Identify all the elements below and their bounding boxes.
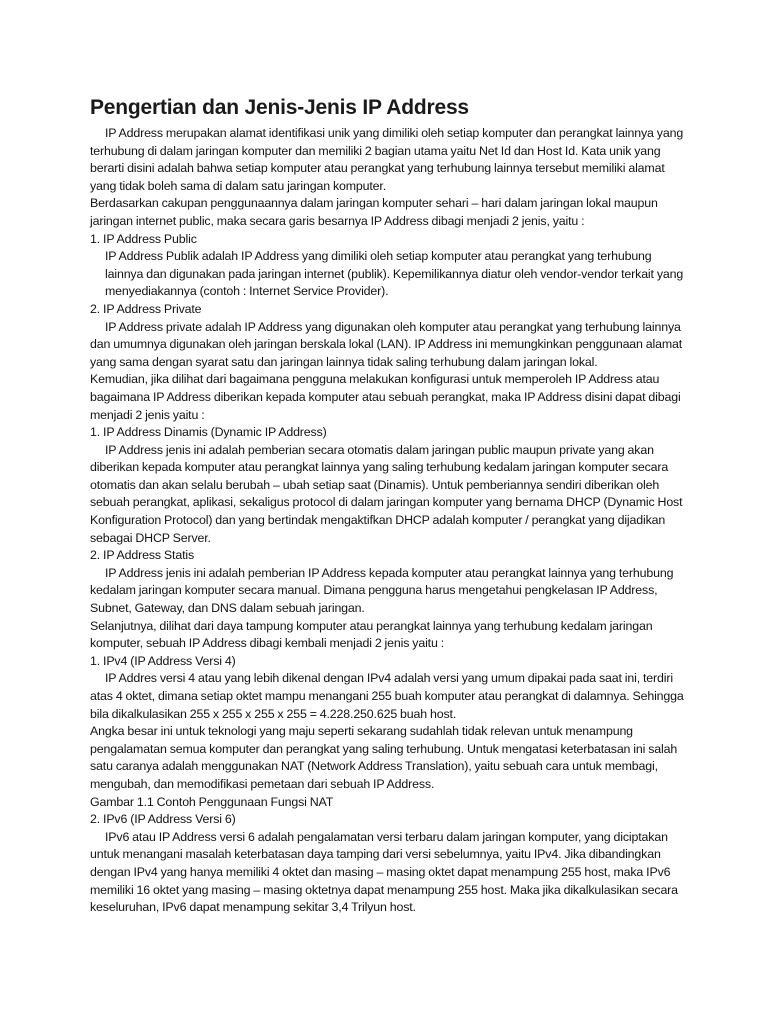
list-item-ipv6: 2. IPv6 (IP Address Versi 6) — [90, 812, 236, 827]
document-title: Pengertian dan Jenis-Jenis IP Address — [90, 96, 469, 119]
paragraph-ipv4: IP Addres versi 4 atau yang lebih dikenal dengan IPv4 adalah versi yang umum dipakai pada saat ini, terdiri atas 4 oktet, dimana setiap oktet mampu menangani 255 buah komputer atau perangkat di dalamnya. Sehingga bila dikalkulasikan 255 x 255 x 255 x 255 = 4.228.250.625 buah host. — [90, 671, 684, 721]
list-item-ip-private: 2. IP Address Private — [90, 301, 202, 316]
paragraph-capacity-intro: Selanjutnya, dilihat dari daya tampung komputer atau perangkat lainnya yang terhubung kedalam jaringan komputer, sebuah IP Address dibagi kembali menjadi 2 jenis yaitu : — [90, 618, 653, 651]
paragraph-nat: Angka besar ini untuk teknologi yang maju seperti sekarang sudahlah tidak relevan untuk menampung pengalamatan semua komputer dan perangkat yang saling terhubung. Untuk mengatasi keterbatasan ini salah satu caranya adalah menggunakan NAT (Network Address Translation), yaitu sebuah cara untuk membagi, mengubah, dan memodifikasi pemetaan dari sebuah IP Address. — [90, 724, 678, 791]
list-item-ip-static: 2. IP Address Statis — [90, 548, 195, 563]
paragraph-config-intro: Kemudian, jika dilihat dari bagaimana pengguna melakukan konfigurasi untuk memperoleh IP Address atau bagaimana IP Address diberikan kepada komputer atau sebuah perangkat, maka IP Address disini dapat dibagi menjadi 2 jenis yaitu : — [90, 372, 681, 422]
paragraph-ip-definition: IP Address merupakan alamat identifikasi unik yang dimiliki oleh setiap komputer dan perangkat lainnya yang terhubung di dalam jaringan komputer dan memiliki 2 bagian utama yaitu Net Id dan Host Id. Kata unik yang berarti disini adalah bahwa setiap komputer atau perangkat yang terhubung lainnya tersebut memiliki alamat yang tidak boleh sama di dalam satu jaringan komputer. — [90, 126, 684, 193]
paragraph-ip-public: IP Address Publik adalah IP Address yang dimiliki oleh setiap komputer atau perangkat yang terhubung lainnya dan digunakan pada jaringan internet (publik). Kepemilikannya diatur oleh vendor-vendor terkait yang menyediakannya (contoh : Internet Service Provider). — [105, 249, 684, 299]
list-item-ip-public: 1. IP Address Public — [90, 231, 197, 246]
document-page — [90, 95, 690, 917]
paragraph-ipv6: IPv6 atau IP Address versi 6 adalah pengalamatan versi terbaru dalam jaringan komputer, yang diciptakan untuk menangani masalah keterbatasan daya tamping dari versi sebelumnya, yaitu IPv4. Jika dibandingkan dengan IPv4 yang hanya memiliki 4 oktet dan masing – masing oktet dapat menampung 255 host, maka IPv6 memiliki 16 oktet yang masing – masing oktetnya dapat menampung 255 host. Maka jika dikalkulasikan secara keseluruhan, IPv6 dapat menampung sekitar 3,4 Trilyun host. — [90, 829, 678, 915]
figure-caption-nat: Gambar 1.1 Contoh Penggunaan Fungsi NAT — [90, 794, 334, 809]
paragraph-ip-private: IP Address private adalah IP Address yang digunakan oleh komputer atau perangkat yang terhubung lainnya dan umumnya digunakan oleh jaringan berskala lokal (LAN). IP Address ini memungkinkan penggunaan alamat yang sama dengan syarat satu dan jaringan lainnya tidak saling terhubung dalam jaringan lokal. — [90, 319, 683, 369]
paragraph-ip-dynamic: IP Address jenis ini adalah pemberian secara otomatis dalam jaringan public maupun private yang akan diberikan kepada komputer atau perangkat lainnya yang saling terhubung kedalam jaringan komputer secara otomatis dan akan selalu berubah – ubah setiap saat (Dinamis). Untuk pemberiannya sendiri diberikan oleh sebuah perangkat, aplikasi, sekaligus protocol di dalam jaringan komputer yang bernama DHCP (Dynamic Host Konfiguration Protocol) dan yang bertindak mengaktifkan DHCP adalah komputer / perangkat yang dijadikan sebagai DHCP Server. — [90, 442, 683, 545]
paragraph-ip-static: IP Address jenis ini adalah pemberian IP Address kepada komputer atau perangkat lainnya yang terhubung kedalam jaringan komputer secara manual. Dimana pengguna harus mengetahui pengkelasan IP Address, Subnet, Gateway, dan DNS dalam sebuah jaringan. — [90, 565, 674, 616]
list-item-ip-dynamic: 1. IP Address Dinamis (Dynamic IP Address) — [90, 425, 327, 440]
paragraph-scope-intro: Berdasarkan cakupan penggunaannya dalam jaringan komputer sehari – hari dalam jaringan lokal maupun jaringan internet public, maka secara garis besarnya IP Address dibagi menjadi 2 jenis, yaitu : — [90, 196, 658, 228]
list-item-ipv4: 1. IPv4 (IP Address Versi 4) — [90, 653, 236, 668]
